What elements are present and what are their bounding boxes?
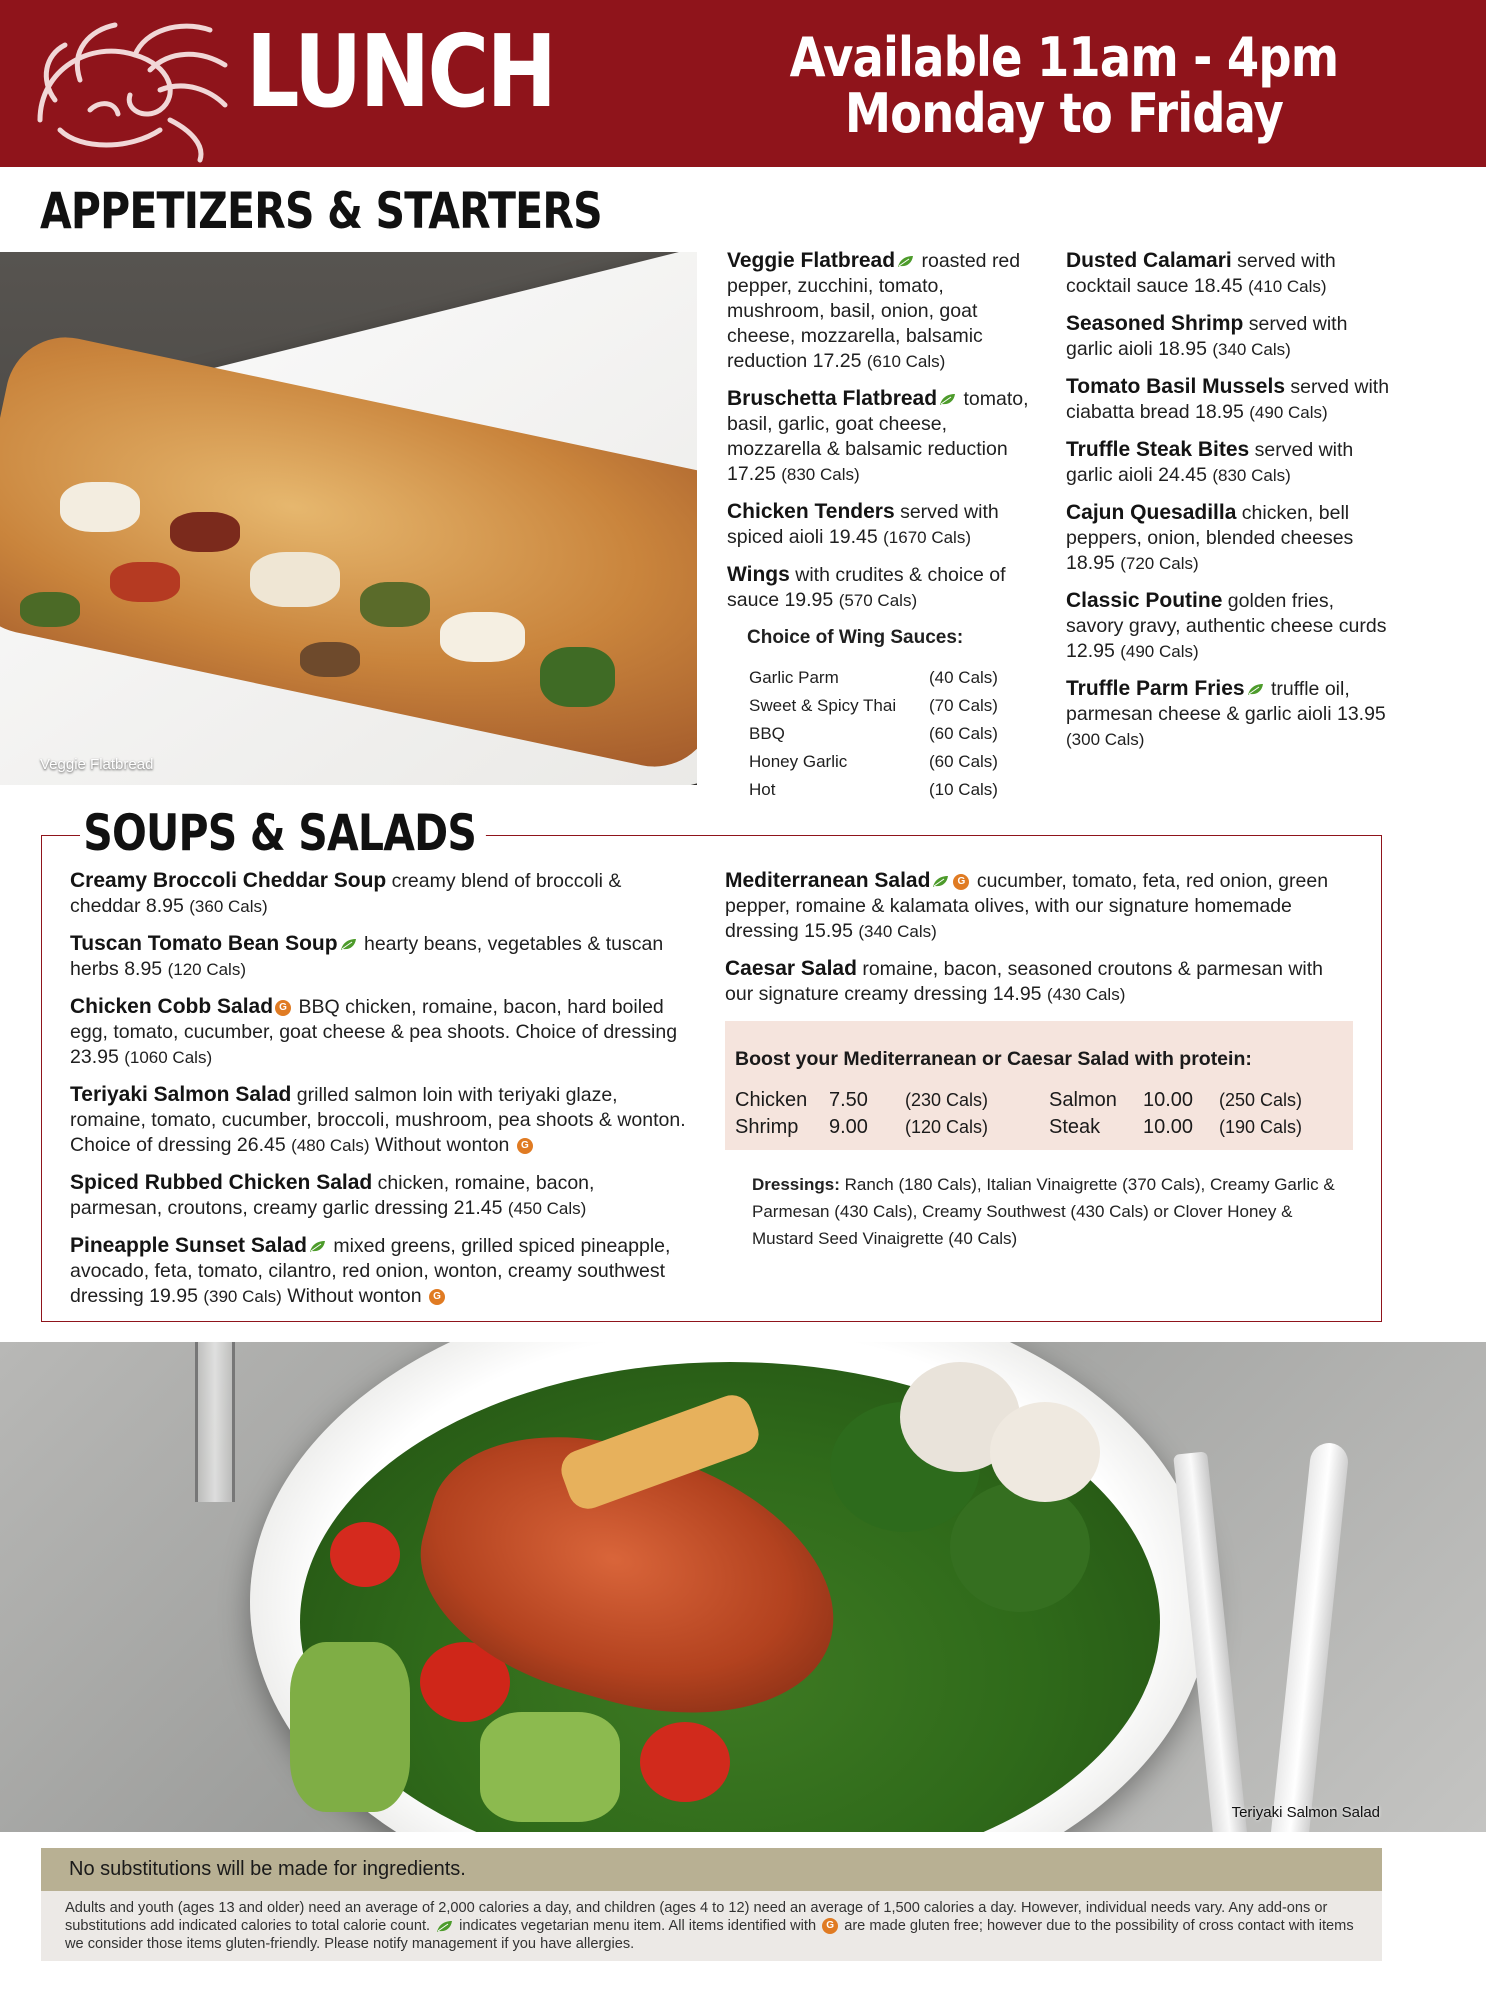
dressings-list: Ranch (180 Cals), Italian Vinaigrette (370 Cals), Creamy Garlic & Parmesan (430 Cals), Creamy Southwest (430 Cals) or Clover Honey & Mustard Seed Vinaigrette (40 Cals) [752, 1175, 1335, 1248]
item-price: 17.25 [727, 463, 776, 485]
availability-hours [745, 26, 1383, 145]
menu-title: LUNCH [246, 13, 555, 130]
protein-calories: (230 Cals) [905, 1090, 989, 1110]
item-calories: (410 Cals) [1248, 277, 1327, 296]
gluten-free-icon: G [953, 874, 969, 890]
item-calories: (1060 Cals) [124, 1048, 213, 1067]
protein-options [735, 1087, 1363, 1141]
menu-item [727, 386, 1037, 487]
header-banner [0, 0, 1486, 167]
item-price: 12.95 [1066, 640, 1115, 662]
item-name: Tomato Basil Mussels [1066, 375, 1286, 398]
protein-price: 10.00 [1143, 1116, 1194, 1138]
item-calories: (830 Cals) [1212, 466, 1291, 485]
teriyaki-salmon-salad-photo [0, 1342, 1486, 1832]
cucumber-slice [480, 1712, 620, 1822]
item-name: Seasoned Shrimp [1066, 312, 1244, 335]
calorie-disclaimer [41, 1891, 1382, 1961]
item-price: 19.95 [149, 1285, 198, 1307]
mushroom-topping [300, 642, 360, 677]
dressings-label: Dressings: [752, 1175, 840, 1194]
item-description: served with cocktail sauce [1066, 250, 1336, 297]
sauce-name: Hot [749, 780, 776, 799]
broccoli [950, 1482, 1090, 1612]
item-note: Without wonton [281, 1285, 422, 1307]
disclaimer-text-2: indicates vegetarian menu item. All items identified with [455, 1918, 821, 1934]
item-calories: (360 Cals) [189, 897, 268, 916]
sauce-name: Honey Garlic [749, 752, 848, 771]
item-description: golden fries, savory gravy, authentic cheese curds [1066, 590, 1387, 637]
menu-item [70, 931, 690, 982]
item-price: 18.95 [1158, 338, 1207, 360]
item-calories: (720 Cals) [1120, 554, 1199, 573]
item-price: 19.45 [828, 526, 878, 548]
item-note: Without wonton [369, 1134, 510, 1156]
item-calories: (490 Cals) [1120, 642, 1199, 661]
item-description: grilled salmon loin with teriyaki glaze, romaine, tomato, cucumber, broccoli, mushroom, pea shoots & wonton. Choice of dressing [70, 1084, 686, 1156]
leaf-icon [897, 255, 914, 268]
appetizers-column-2 [1066, 248, 1391, 764]
item-description: served with ciabatta bread [1066, 376, 1390, 423]
item-description: BBQ chicken, romaine, bacon, hard boiled egg, tomato, cucumber, goat cheese & pea shoots. Choice of dressing [70, 996, 678, 1043]
item-price: 19.95 [784, 589, 834, 611]
item-name: Truffle Parm Fries [1066, 677, 1245, 700]
menu-item [727, 562, 1037, 613]
leaf-icon [434, 1918, 455, 1934]
menu-item [70, 1233, 690, 1309]
item-price: 13.95 [1336, 703, 1386, 725]
item-name: Dusted Calamari [1066, 249, 1232, 272]
protein-calories: (190 Cals) [1219, 1117, 1303, 1137]
item-name: Veggie Flatbread [727, 249, 896, 272]
item-price: 18.95 [1066, 552, 1115, 574]
item-calories: (570 Cals) [838, 591, 918, 610]
cucumber-slice [290, 1642, 410, 1812]
zucchini-topping [360, 582, 430, 627]
protein-boost-title: Boost your Mediterranean or Caesar Salad with protein: [735, 1048, 1252, 1070]
leaf-icon [340, 938, 357, 951]
item-name: Spiced Rubbed Chicken Salad [70, 1171, 373, 1194]
soups-column-2 [725, 868, 1355, 1019]
item-description: romaine, bacon, seasoned croutons & parmesan with our signature creamy dressing [725, 958, 1324, 1005]
dressings-note [752, 1171, 1352, 1252]
item-calories: (1670 Cals) [883, 528, 971, 547]
item-description: chicken, bell peppers, onion, blended cheeses [1066, 502, 1354, 549]
item-description: served with garlic aioli [1066, 439, 1354, 486]
protein-price: 7.50 [829, 1089, 868, 1111]
item-name: Teriyaki Salmon Salad [70, 1083, 292, 1106]
menu-item [1066, 588, 1391, 664]
menu-item [1066, 676, 1391, 752]
menu-item [70, 994, 690, 1070]
protein-row [735, 1087, 1363, 1114]
tomato-topping [110, 562, 180, 602]
item-name: Creamy Broccoli Cheddar Soup [70, 869, 387, 892]
menu-item [725, 956, 1355, 1007]
item-price: 24.45 [1158, 464, 1207, 486]
item-description: mixed greens, grilled spiced pineapple, avocado, feta, tomato, cilantro, red onion, wonton, creamy southwest dressing [70, 1235, 671, 1307]
wing-sauce-row [749, 720, 1037, 748]
appetizers-section-title: APPETIZERS & STARTERS [40, 182, 602, 240]
leaf-icon [309, 1240, 326, 1253]
item-calories: (340 Cals) [858, 922, 937, 941]
item-description: with crudites & choice of sauce [727, 564, 1006, 611]
item-description: hearty beans, vegetables & tuscan herbs [70, 933, 664, 980]
mushroom-slice [990, 1402, 1100, 1502]
gluten-free-icon [820, 1918, 840, 1934]
availability-days: Monday to Friday [844, 82, 1284, 145]
wing-sauces-title: Choice of Wing Sauces: [747, 627, 964, 648]
item-name: Mediterranean Salad [725, 869, 931, 892]
pepper-topping [170, 512, 240, 552]
item-name: Chicken Cobb Salad [70, 995, 274, 1018]
item-calories: (610 Cals) [866, 352, 946, 371]
item-description: roasted red pepper, zucchini, tomato, mushroom, basil, onion, goat cheese, mozzarella, balsamic reduction [727, 250, 1021, 372]
cheese-topping [250, 552, 340, 607]
wing-sauce-row [749, 692, 1037, 720]
protein-boost-box [725, 1021, 1353, 1150]
menu-item [1066, 374, 1391, 425]
cherry-tomato [640, 1722, 730, 1802]
sauce-calories: (60 Cals) [929, 724, 998, 743]
item-price: 8.95 [124, 958, 163, 980]
menu-item [70, 1082, 690, 1158]
item-price: 23.95 [70, 1046, 119, 1068]
item-name: Caesar Salad [725, 957, 857, 980]
item-price: 8.95 [145, 895, 184, 917]
menu-item [1066, 248, 1391, 299]
knife [1268, 1441, 1350, 1832]
item-calories: (450 Cals) [507, 1199, 587, 1218]
veggie-flatbread-photo [0, 252, 697, 785]
protein-price: 10.00 [1143, 1089, 1194, 1111]
protein-name: Chicken [735, 1089, 808, 1111]
item-name: Classic Poutine [1066, 589, 1223, 612]
wing-sauce-row [749, 776, 1037, 804]
cheese-topping [60, 482, 140, 532]
item-calories: (490 Cals) [1249, 403, 1328, 422]
appetizers-column-1 [727, 248, 1037, 804]
item-name: Truffle Steak Bites [1066, 438, 1250, 461]
protein-calories: (250 Cals) [1219, 1090, 1303, 1110]
gluten-free-icon: G [517, 1138, 533, 1154]
protein-price: 9.00 [829, 1116, 868, 1138]
item-price: 26.45 [236, 1134, 286, 1156]
item-calories: (340 Cals) [1212, 340, 1291, 359]
item-price: 15.95 [804, 920, 853, 942]
protein-calories: (120 Cals) [905, 1117, 989, 1137]
leaf-icon [939, 393, 956, 406]
menu-item [1066, 437, 1391, 488]
gluten-free-icon: G [429, 1289, 445, 1305]
zucchini-topping [20, 592, 80, 627]
item-name: Tuscan Tomato Bean Soup [70, 932, 338, 955]
item-price: 18.45 [1193, 275, 1243, 297]
item-description: chicken, romaine, bacon, parmesan, croutons, creamy garlic dressing [70, 1172, 595, 1219]
gluten-free-icon: G [275, 1000, 291, 1016]
cherry-tomato [330, 1522, 400, 1587]
protein-name: Steak [1049, 1116, 1101, 1138]
cheese-topping [440, 612, 525, 662]
protein-name: Salmon [1049, 1089, 1117, 1111]
sauce-name: Sweet & Spicy Thai [749, 696, 897, 715]
sauce-name: BBQ [749, 724, 785, 743]
sauce-calories: (70 Cals) [929, 696, 998, 715]
leaf-icon [1247, 683, 1264, 696]
item-price: 17.25 [812, 350, 862, 372]
zucchini-topping [540, 647, 615, 707]
disclaimer-text-1: Adults and youth (ages 13 and older) need an average of 2,000 calories a day, and children (ages 4 to 12) need an average of 1,500 calories a day. However, individual needs vary. Any add-ons or substitutions add indicated calories to total calorie count. [65, 1900, 1328, 1934]
sauce-calories: (60 Cals) [929, 752, 998, 771]
menu-item [1066, 311, 1391, 362]
item-calories: (300 Cals) [1066, 730, 1145, 749]
wing-sauces-list [749, 664, 1037, 804]
item-description: truffle oil, parmesan cheese & garlic aioli [1066, 678, 1350, 725]
item-calories: (120 Cals) [167, 960, 246, 979]
menu-item [727, 248, 1037, 374]
item-price: 14.95 [992, 983, 1042, 1005]
sauce-calories: (40 Cals) [929, 668, 998, 687]
disclaimer-text-3: are made gluten free; however due to the possibility of cross contact with items we consider those items gluten-friendly. Please notify management if you have allergies. [65, 1918, 1354, 1952]
menu-item [70, 868, 690, 919]
item-calories: (390 Cals) [203, 1287, 282, 1306]
item-name: Bruschetta Flatbread [727, 387, 938, 410]
soups-column-1 [70, 868, 690, 1321]
flatbread-photo-caption: Veggie Flatbread [40, 756, 154, 773]
menu-item [70, 1170, 690, 1221]
item-calories: (430 Cals) [1046, 985, 1126, 1004]
item-price: 21.45 [453, 1197, 503, 1219]
wing-sauce-row [749, 664, 1037, 692]
item-name: Cajun Quesadilla [1066, 501, 1237, 524]
item-description: creamy blend of broccoli & cheddar [70, 870, 622, 917]
item-price: 18.95 [1195, 401, 1244, 423]
substitution-notice: No substitutions will be made for ingredients. [41, 1848, 1382, 1891]
gluten-free-icon: G [822, 1918, 838, 1934]
acanthus-leaf-icon [20, 10, 235, 165]
protein-name: Shrimp [735, 1116, 799, 1138]
leaf-icon [932, 875, 949, 888]
item-description: cucumber, tomato, feta, red onion, green pepper, romaine & kalamata olives, with our signature homemade dressing [725, 870, 1329, 942]
item-description: served with spiced aioli [727, 501, 999, 548]
sauce-calories: (10 Cals) [929, 780, 998, 799]
item-calories: (480 Cals) [291, 1136, 370, 1155]
item-description: served with garlic aioli [1066, 313, 1348, 360]
soups-section-title: SOUPS & SALADS [80, 808, 486, 858]
item-name: Wings [727, 563, 790, 586]
item-calories: (830 Cals) [781, 465, 860, 484]
availability-time: Available 11am - 4pm [789, 26, 1339, 89]
wine-glass-stem [195, 1342, 235, 1502]
menu-item [727, 499, 1037, 550]
wing-sauce-row [749, 748, 1037, 776]
salmon-salad-photo-caption: Teriyaki Salmon Salad [1231, 1804, 1380, 1821]
item-name: Chicken Tenders [727, 500, 895, 523]
leaf-icon [436, 1920, 453, 1933]
item-description: tomato, basil, garlic, goat cheese, mozzarella & balsamic reduction [727, 388, 1029, 460]
item-name: Pineapple Sunset Salad [70, 1234, 307, 1257]
menu-item [1066, 500, 1391, 576]
sauce-name: Garlic Parm [749, 668, 839, 687]
protein-row [735, 1114, 1363, 1141]
menu-item [725, 868, 1355, 944]
